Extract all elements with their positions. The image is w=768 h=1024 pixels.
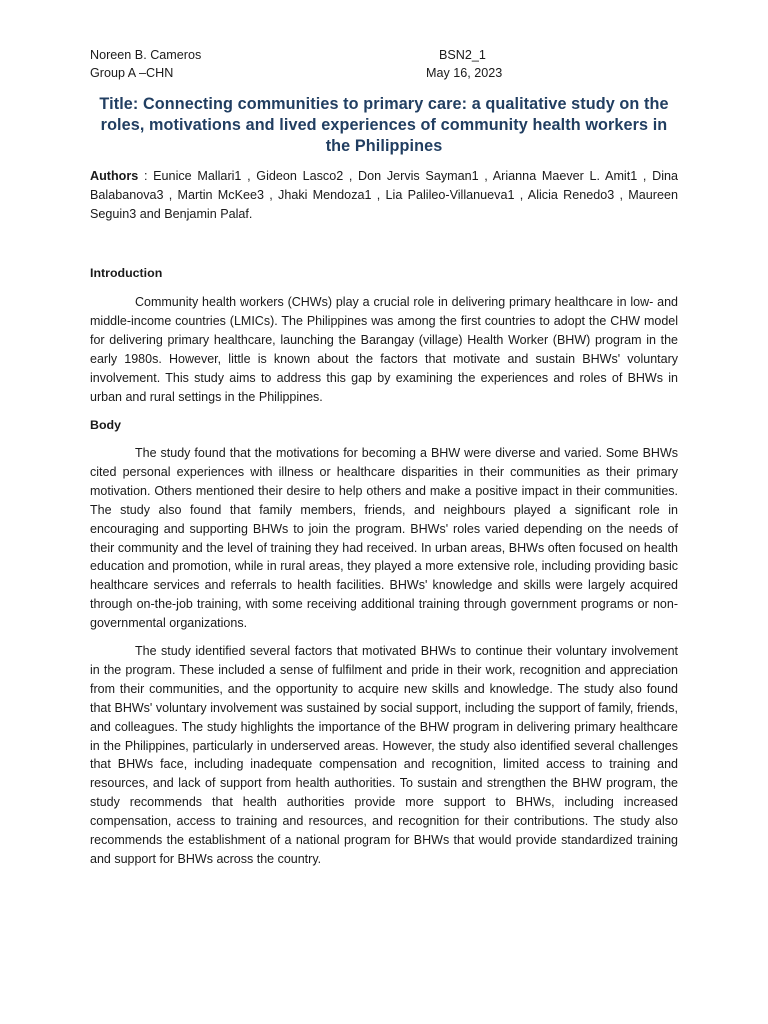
student-name: Noreen B. Cameros bbox=[90, 48, 202, 62]
class-code: BSN2_1 bbox=[439, 48, 486, 62]
authors-line bbox=[90, 167, 678, 224]
body-paragraph-2: The study identified several factors that motivated BHWs to continue their voluntary involvement in the program. These included a sense of fulfilment and pride in their work, recognition and appreciation from their communities, and the opportunity to acquire new skills and knowledge. The study also found that BHWs' voluntary involvement was sustained by social support, including the support of family, friends, and colleagues. The study highlights the importance of the BHW program in delivering primary healthcare in the Philippines, particularly in underserved areas. However, the study also identified several challenges that BHWs face, including inadequate compensation and recognition, limited access to training and resources, and lack of support from health authorities. To sustain and strengthen the BHW program, the study recommends that health authorities provide more support to BHWs, including increased compensation, access to training and resources, and recognition for their contributions. The study also recommends the establishment of a national program for BHWs that would provide standardized training and support for BHWs across the country. bbox=[90, 644, 678, 866]
header-right bbox=[426, 46, 546, 82]
body-paragraph-1: The study found that the motivations for becoming a BHW were diverse and varied. Some BHWs cited personal experiences with illness or healthcare disparities in their communities as their primary motivation. Others mentioned their desire to help others and make a positive impact in their communities. The study also found that family members, friends, and neighbours played a significant role in encouraging and supporting BHWs to join the program. BHWs' roles varied depending on the needs of their community and the level of training they had received. In urban areas, BHWs often focused on health education and promotion, while in rural areas, they played a more extensive role, including providing basic healthcare services and referrals to health facilities. BHWs' knowledge and skills were largely acquired through on-the-job training, with some receiving additional training through government programs or non-governmental organizations. bbox=[90, 446, 678, 631]
introduction-heading: Introduction bbox=[90, 266, 163, 280]
authors-list: Eunice Mallari1 , Gideon Lasco2 , Don Jervis Sayman1 , Arianna Maever L. Amit1 , Dina Balabanova3 , Martin McKee3 , Jhaki Mendoza1 , Lia Palileo-Villanueva1 , Alicia Renedo3 , Maureen Seguin3 and Benjamin Palaf. bbox=[90, 169, 678, 221]
authors-separator: : bbox=[138, 169, 154, 183]
group-label: Group A –CHN bbox=[90, 66, 174, 80]
document-title: Title: Connecting communities to primary care: a qualitative study on the roles, motivations and lived experiences of community health workers in the Philippines bbox=[99, 95, 669, 155]
authors-label: Authors bbox=[90, 169, 139, 183]
body-heading: Body bbox=[90, 418, 121, 432]
header-left bbox=[90, 46, 201, 82]
document-date: May 16, 2023 bbox=[426, 66, 503, 80]
introduction-paragraph: Community health workers (CHWs) play a crucial role in delivering primary healthcare in low- and middle-income countries (LMICs). The Philippines was among the first countries to adopt the CHW model for delivering primary healthcare, launching the Barangay (village) Health Worker (BHW) program in the early 1980s. However, little is known about the factors that motivate and sustain BHWs' voluntary involvement. This study aims to address this gap by examining the experiences and roles of BHWs in urban and rural settings in the Philippines. bbox=[90, 295, 678, 404]
